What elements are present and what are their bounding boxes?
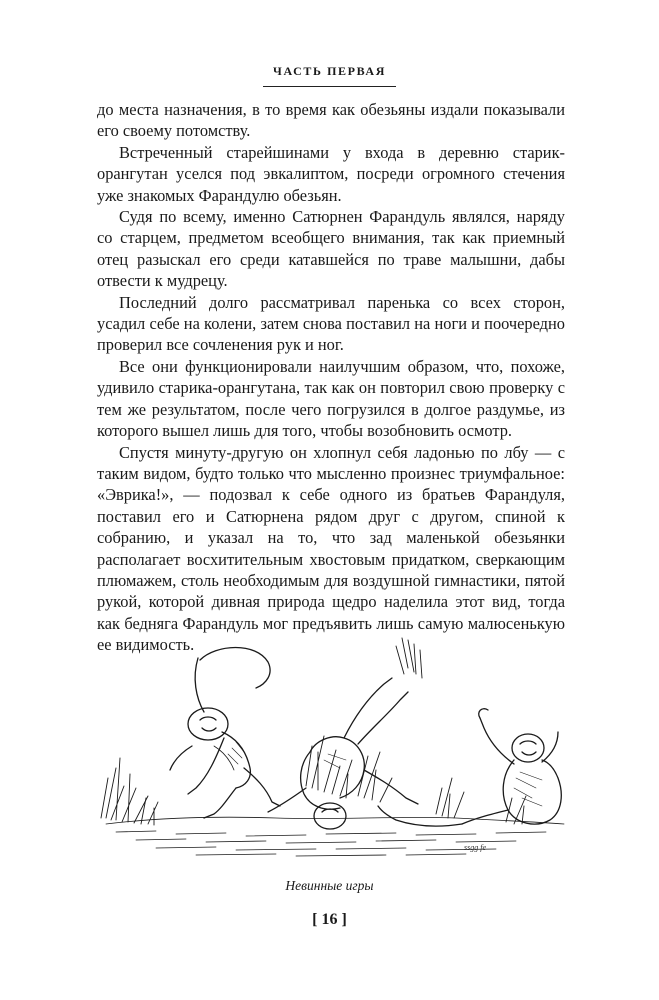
figure-caption: Невинные игры xyxy=(285,878,374,893)
center-figure xyxy=(268,678,418,829)
paragraph-6: Спустя минуту-другую он хлопнул себя ладонью по лбу — с таким видом, будто только что мысленно произнес триумфальное: «Эврика!», — подозвал к себе одного из братьев Фарандуля, поставил его и Сатюрнена рядом друг с другом, спиной к собранию, и указал на то, что зад маленькой обезьянки располагает восхитительным хвостовым придатком, сверкающим плюмажем, столь необходимым для воздушной гимнастики, пятой рукой, которой дивная природа щедро наделила этот вид, тогда как бедняга Фарандуль мог предъявить лишь самую малюсенькую ее видимость. xyxy=(97,442,565,655)
paragraph-1: до места назначения, в то время как обезьяны издали показывали его своему потомству. xyxy=(97,100,565,141)
page-number: [ 16 ] xyxy=(312,911,347,928)
grass-tufts xyxy=(101,638,526,825)
engraving-illustration xyxy=(96,628,568,860)
left-monkey xyxy=(170,648,280,819)
paragraph-3: Судя по всему, именно Сатюрнен Фарандуль являлся, наряду со старцем, предметом всеобщего внимания, так как приемный отец разыскал его среди катавшейся по траве малышни, дабы отвести к мудрецу. xyxy=(97,207,565,291)
paragraph-2: Встреченный старейшинами у входа в деревню старик-орангутан уселся под эвкалиптом, посреди огромного стечения уже знакомых Фарандулю обезьян. xyxy=(97,142,565,205)
paragraph-4: Последний долго рассматривал паренька со всех сторон, усадил себе на колени, затем снова поставил на ноги и поочередно проверил все сочленения рук и ног. xyxy=(97,292,565,355)
body-text xyxy=(97,99,565,656)
paragraph-5: Все они функционировали наилучшим образом, что, похоже, удивило старика-орангутана, так как он повторил свою проверку с тем же результатом, после чего погрузился в долгое раздумье, из которого вышел лишь для того, чтобы возобновить осмотр. xyxy=(97,356,565,441)
right-monkey xyxy=(378,709,561,826)
engraver-signature: ssgg fe xyxy=(464,843,486,852)
header-rule xyxy=(263,86,396,87)
ground-hatching xyxy=(106,817,564,856)
running-head: ЧАСТЬ ПЕРВАЯ xyxy=(273,64,386,78)
